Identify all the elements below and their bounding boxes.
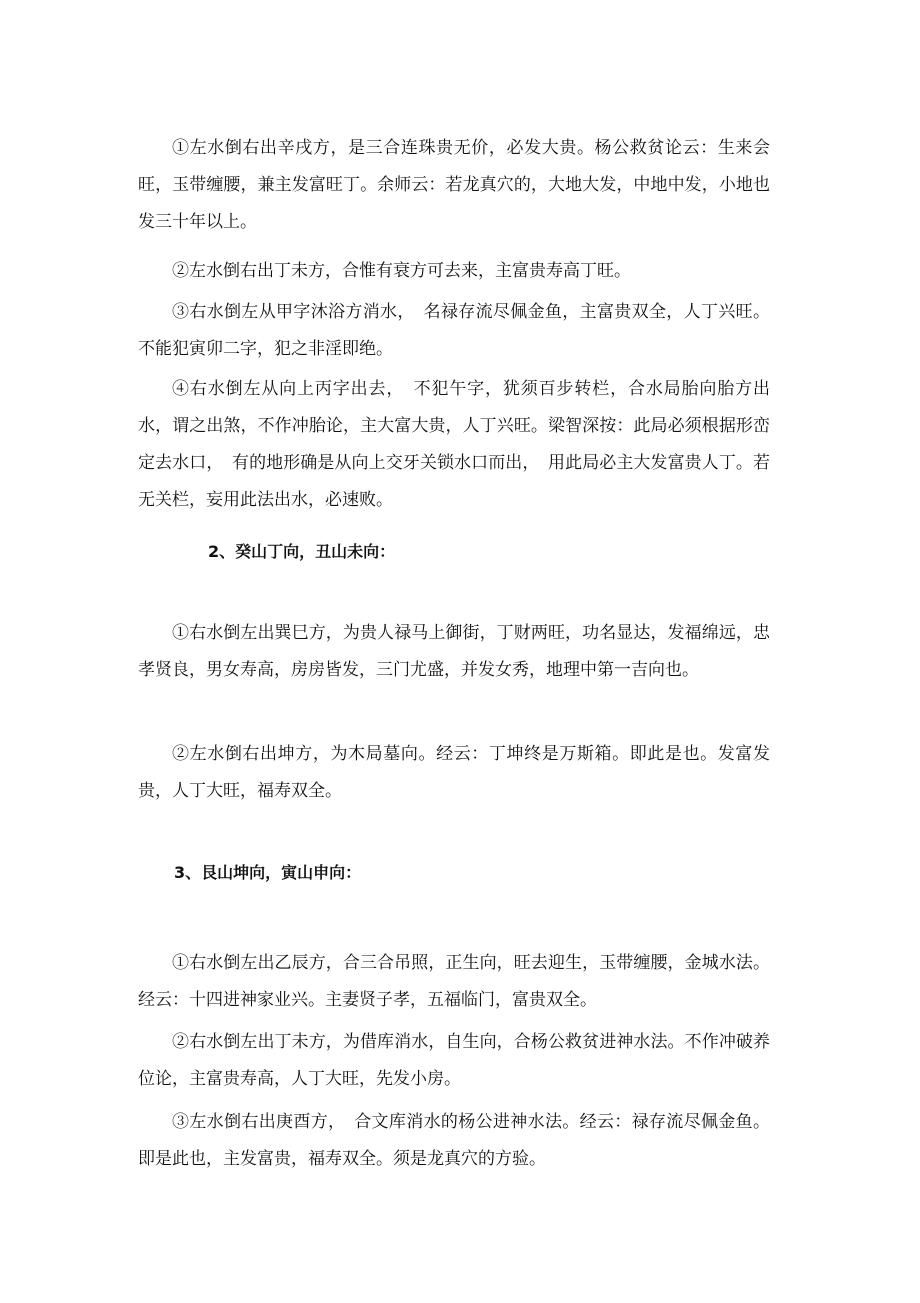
paragraph: ①右水倒左出巽巳方，为贵人禄马上御街，丁财两旺，功名显达，发福绵远，忠孝贤良，男女寿高，房房皆发，三门尤盛，并发女秀，地理中第一吉向也。	[138, 623, 770, 680]
paragraph: ③左水倒右出庚酉方， 合文库消水的杨公进神水法。经云：禄存流尽佩金鱼。即是此也，主发富贵，福寿双全。须是龙真穴的方验。	[138, 1112, 770, 1169]
section-heading: 2、癸山丁向，丑山未向：	[208, 542, 396, 561]
section-heading: 3、艮山坤向，寅山申向：	[174, 863, 362, 882]
paragraph: ②右水倒左出丁未方，为借库消水，自生向，合杨公救贫进神水法。不作冲破养位论，主富贵寿高，人丁大旺，先发小房。	[138, 1032, 770, 1089]
paragraph: ③右水倒左从甲字沐浴方消水， 名禄存流尽佩金鱼，主富贵双全，人丁兴旺。不能犯寅卯二字，犯之非淫即绝。	[138, 302, 770, 359]
paragraph: ②左水倒右出坤方，为木局墓向。经云：丁坤终是万斯箱。即此是也。发富发贵，人丁大旺，福寿双全。	[138, 744, 770, 801]
paragraph: ①右水倒左出乙辰方，合三合吊照，正生向，旺去迎生，玉带缠腰，金城水法。经云：十四进神家业兴。主妻贤子孝，五福临门，富贵双全。	[138, 953, 770, 1010]
paragraph: ①左水倒右出辛戌方，是三合连珠贵无价，必发大贵。杨公救贫论云：生来会旺，玉带缠腰，兼主发富旺丁。余师云：若龙真穴的，大地大发，中地中发，小地也发三十年以上。	[138, 138, 770, 232]
paragraph: ④右水倒左从向上丙字出去， 不犯午字，犹须百步转栏，合水局胎向胎方出水，谓之出煞，不作冲胎论，主大富大贵，人丁兴旺。梁智深按：此局必须根据形峦定去水口， 有的地形确是从向上交牙关锁水口而出， 用此局必主大发富贵人丁。若无关栏，妄用此法出水，必速败。	[138, 379, 770, 510]
paragraph: ②左水倒右出丁未方，合惟有衰方可去来，主富贵寿高丁旺。	[172, 261, 631, 281]
